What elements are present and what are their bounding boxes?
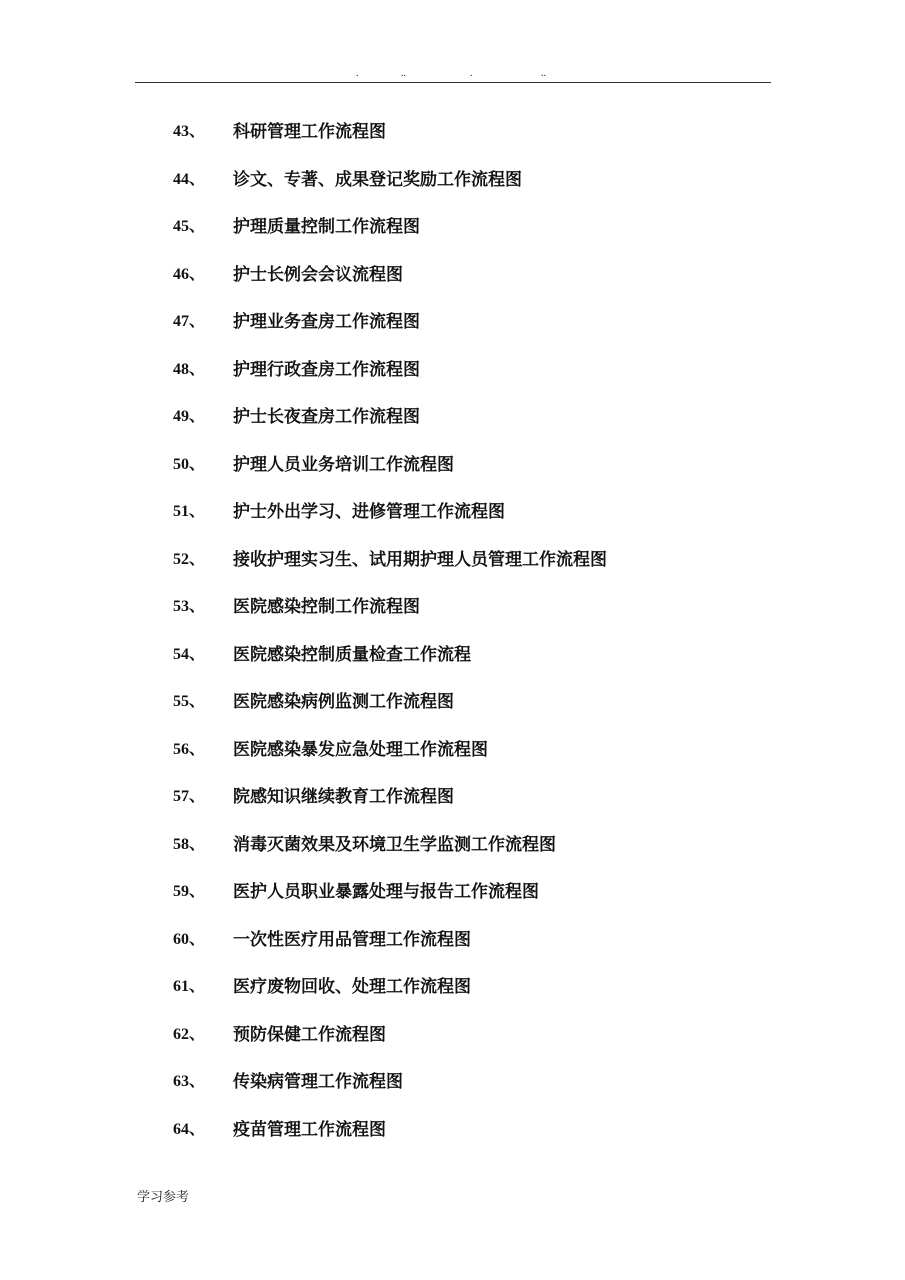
toc-list	[0, 117, 905, 1162]
toc-item-number: 44、	[173, 170, 206, 188]
toc-item	[0, 735, 905, 783]
toc-item	[0, 640, 905, 688]
page-footer: 学习参考	[137, 1190, 190, 1205]
toc-item	[0, 117, 905, 165]
toc-item-number: 47、	[173, 313, 206, 330]
toc-item-title: 预防保健工作流程图	[233, 1024, 386, 1045]
toc-item-number: 48、	[173, 360, 206, 378]
toc-item	[0, 782, 905, 830]
toc-item-number: 64、	[173, 1120, 206, 1138]
header-rule	[135, 82, 771, 83]
toc-item-title: 护理业务查房工作流程图	[233, 312, 420, 332]
toc-item	[0, 212, 905, 260]
toc-item-title: 医疗废物回收、处理工作流程图	[233, 977, 471, 997]
toc-item-title: 消毒灭菌效果及环境卫生学监测工作流程图	[233, 834, 556, 855]
toc-item	[0, 307, 905, 355]
toc-item-title: 科研管理工作流程图	[233, 122, 386, 142]
toc-item-title: 诊文、专著、成果登记奖励工作流程图	[233, 169, 522, 190]
toc-item-number: 59、	[173, 883, 206, 900]
toc-item	[0, 972, 905, 1020]
toc-item-number: 63、	[173, 1073, 206, 1090]
toc-item-title: 医院感染病例监测工作流程图	[233, 692, 454, 712]
toc-item-number: 56、	[173, 740, 206, 758]
header-mark: .	[356, 68, 359, 79]
toc-item-title: 医院感染暴发应急处理工作流程图	[233, 739, 488, 760]
toc-item	[0, 592, 905, 640]
header-mark: ..	[541, 68, 546, 79]
toc-item-title: 一次性医疗用品管理工作流程图	[233, 929, 471, 950]
toc-item-title: 护士外出学习、进修管理工作流程图	[233, 502, 505, 522]
toc-item	[0, 545, 905, 593]
toc-item-title: 护理人员业务培训工作流程图	[233, 454, 454, 475]
toc-item-number: 52、	[173, 550, 206, 568]
toc-item-title: 护理质量控制工作流程图	[233, 217, 420, 237]
toc-item-title: 医院感染控制质量检查工作流程	[233, 644, 471, 665]
toc-item-title: 护士长夜查房工作流程图	[233, 407, 420, 427]
toc-item-number: 43、	[173, 123, 206, 140]
toc-item	[0, 260, 905, 308]
toc-item-number: 62、	[173, 1025, 206, 1043]
toc-item-title: 医院感染控制工作流程图	[233, 597, 420, 617]
toc-item-number: 51、	[173, 503, 206, 520]
toc-item	[0, 402, 905, 450]
toc-item-number: 46、	[173, 265, 206, 283]
toc-item	[0, 165, 905, 213]
toc-item-title: 传染病管理工作流程图	[233, 1072, 403, 1092]
toc-item-title: 护士长例会会议流程图	[233, 264, 403, 285]
toc-item-number: 54、	[173, 645, 206, 663]
toc-item-number: 57、	[173, 788, 206, 805]
toc-item	[0, 497, 905, 545]
toc-item-number: 55、	[173, 693, 206, 710]
toc-item-number: 58、	[173, 835, 206, 853]
toc-item	[0, 355, 905, 403]
page-header	[0, 68, 905, 80]
toc-item	[0, 877, 905, 925]
toc-item	[0, 830, 905, 878]
toc-item-number: 53、	[173, 598, 206, 615]
toc-item-title: 接收护理实习生、试用期护理人员管理工作流程图	[233, 549, 607, 570]
toc-item	[0, 925, 905, 973]
toc-item	[0, 450, 905, 498]
toc-item-number: 45、	[173, 218, 206, 235]
toc-item	[0, 1067, 905, 1115]
toc-item-title: 医护人员职业暴露处理与报告工作流程图	[233, 882, 539, 902]
toc-item-title: 疫苗管理工作流程图	[233, 1119, 386, 1140]
toc-item	[0, 1020, 905, 1068]
toc-item-number: 49、	[173, 408, 206, 425]
toc-item-number: 50、	[173, 455, 206, 473]
toc-item-number: 61、	[173, 978, 206, 995]
toc-item-title: 护理行政查房工作流程图	[233, 359, 420, 380]
header-mark: ..	[401, 68, 406, 79]
header-mark: .	[470, 68, 473, 79]
toc-item	[0, 1115, 905, 1163]
toc-item-title: 院感知识继续教育工作流程图	[233, 787, 454, 807]
toc-item-number: 60、	[173, 930, 206, 948]
toc-item	[0, 687, 905, 735]
